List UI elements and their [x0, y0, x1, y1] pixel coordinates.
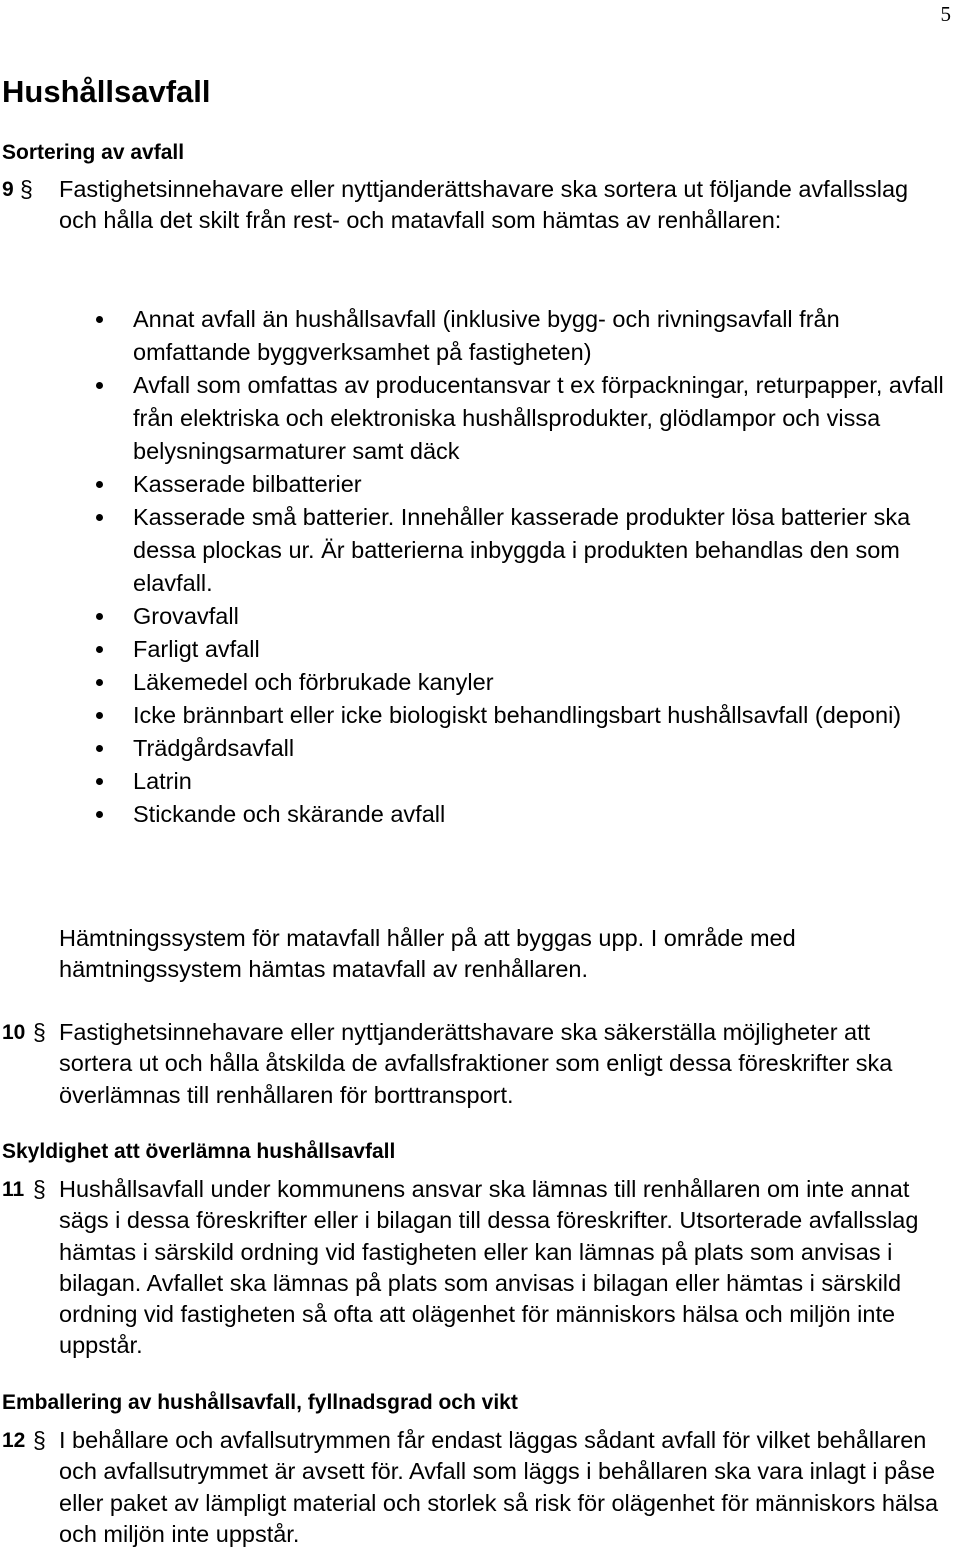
- list-item: Stickande och skärande avfall: [96, 798, 956, 831]
- section-heading-sortering: Sortering av avfall: [2, 141, 185, 164]
- paragraph-text: Hushållsavfall under kommunens ansvar ska lämnas till renhållaren om inte annat sägs i dessa föreskrifter eller i bilagan till dessa föreskrifter. Utsorterade avfallsslag hämtas i särskild ordning vid fastigheten eller kan lämnas på plats som anvisas i bilagan. Avfallet ska lämnas på plats som anvisas i bilagan eller hämtas i särskild ordning vid fastigheten så ofta att olägenhet för människors hälsa och miljön inte uppstår.: [59, 1176, 919, 1359]
- paragraph-text: I behållare och avfallsutrymmen får endast läggas sådant avfall för vilket behållaren och avfallsutrymmet är avsett för. Avfall som läggs i behållaren ska vara inlagt i påse eller paket av lämpligt material och storlek så risk för olägenhet för människors hälsa och miljön inte uppstår.: [59, 1427, 939, 1547]
- list-item: Latrin: [96, 765, 956, 798]
- list-item: Kasserade bilbatterier: [96, 468, 956, 501]
- bullet-icon: [96, 811, 103, 818]
- paragraph-text: Fastighetsinnehavare eller nyttjanderättshavare ska sortera ut följande avfallsslag och hålla det skilt från rest- och matavfall som hämtas av renhållaren:: [59, 176, 909, 234]
- section-symbol: §: [33, 1427, 46, 1453]
- section-symbol: §: [33, 1019, 46, 1045]
- bullet-icon: [96, 613, 103, 620]
- section-symbol: §: [33, 1176, 46, 1202]
- list-item: Icke brännbart eller icke biologiskt behandlingsbart hushållsavfall (deponi): [96, 699, 956, 732]
- list-item: Grovavfall: [96, 600, 956, 633]
- bullet-icon: [96, 646, 103, 653]
- bullet-icon: [96, 745, 103, 752]
- section-heading-skyldighet: Skyldighet att överlämna hushållsavfall: [2, 1140, 396, 1163]
- paragraph-number: 9: [2, 178, 14, 201]
- section-heading-emballering: Emballering av hushållsavfall, fyllnadsgrad och vikt: [2, 1391, 518, 1414]
- paragraph-text: Fastighetsinnehavare eller nyttjanderättshavare ska säkerställa möjligheter att sortera ut och hålla åtskilda de avfallsfraktioner som enligt dessa föreskrifter ska överlämnas till renhållaren för borttransport.: [59, 1019, 893, 1108]
- bullet-icon: [96, 679, 103, 686]
- bullet-icon: [96, 778, 103, 785]
- page-title: Hushållsavfall: [2, 74, 211, 109]
- list-item: Läkemedel och förbrukade kanyler: [96, 666, 956, 699]
- bullet-icon: [96, 514, 103, 521]
- page-number: 5: [940, 2, 951, 26]
- paragraph-number: 10: [2, 1021, 26, 1044]
- list-item: Trädgårdsavfall: [96, 732, 956, 765]
- waste-type-list: [96, 303, 956, 831]
- paragraph-number: 11: [2, 1178, 25, 1201]
- list-item: Farligt avfall: [96, 633, 956, 666]
- list-item: Avfall som omfattas av producentansvar t ex förpackningar, returpapper, avfall från elektriska och elektroniska hushållsprodukter, glödlampor och vissa belysningsarmaturer samt däck: [96, 369, 956, 468]
- section-symbol: §: [20, 176, 33, 202]
- bullet-icon: [96, 382, 103, 389]
- bullet-icon: [96, 481, 103, 488]
- bullet-icon: [96, 712, 103, 719]
- matavfall-note: Hämtningssystem för matavfall håller på att byggas upp. I område med hämtningssystem hämtas matavfall av renhållaren.: [59, 925, 796, 983]
- list-item: Annat avfall än hushållsavfall (inklusive bygg- och rivningsavfall från omfattande byggverksamhet på fastigheten): [96, 303, 956, 369]
- bullet-icon: [96, 316, 103, 323]
- list-item: Kasserade små batterier. Innehåller kasserade produkter lösa batterier ska dessa plockas ur. Är batterierna inbyggda i produkten behandlas den som elavfall.: [96, 501, 956, 600]
- paragraph-number: 12: [2, 1429, 26, 1452]
